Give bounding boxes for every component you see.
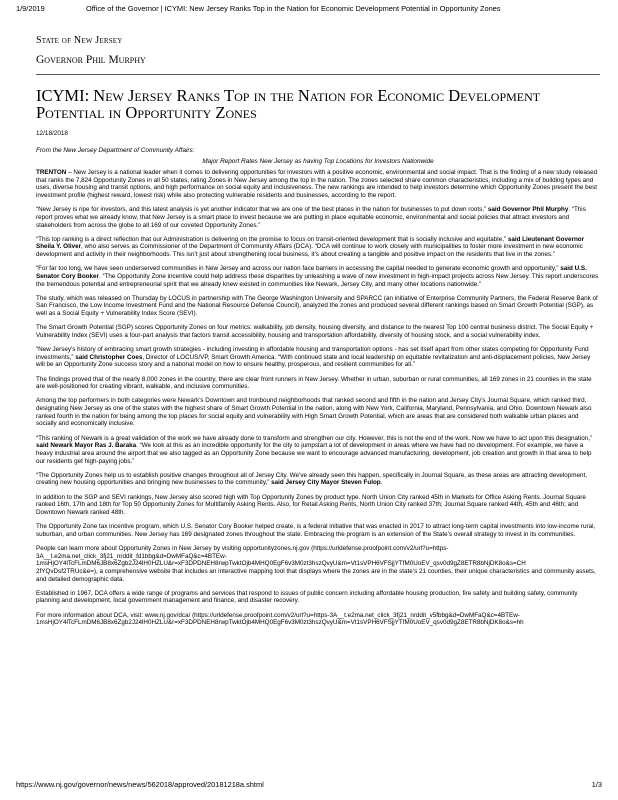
dateline: TRENTON xyxy=(36,169,67,176)
print-footer xyxy=(16,780,602,792)
link-text[interactable]: 3A__t.e2ma.net_click_3fj21_nrddit_fd1bbg&d=DwMFaQ&c=4BTEw- xyxy=(36,552,227,560)
paragraph: “For far too long, we have seen underserved communities in New Jersey and across our nation face barriers in accessing the capital needed to generate economic growth and opportunity,” said U.S. Senator Cory Booker. “The Opportunity Zone incentive could help address these disparities by unleashing a wave of new investment in high-impact projects across New Jersey. This report underscores the tremendous potential and entrepreneurial spirit that we already knew existed in communities like Newark, Jersey City, and many other locations nationwide.” xyxy=(36,265,599,288)
link-text[interactable]: People can learn more about Opportunity Zones in New Jersey by visiting opportunityzones.nj.gov (https://urldefense.proofpoint.com/v2/url?u=https- xyxy=(36,544,449,552)
site-governor-link[interactable]: Governor Phil Murphy xyxy=(36,54,146,66)
article-date: 12/18/2018 xyxy=(36,130,68,137)
article-subtitle: Major Report Rates New Jersey as having Top Locations for Investors Nationwide xyxy=(202,158,434,165)
print-date: 1/9/2019 xyxy=(16,4,45,13)
paragraph: “This top ranking is a direct reflection that our Administration is delivering on the promise to focus on transit-oriented development that is socially inclusive and equitable,” said Lieutenant Governor Sheila Y. Oliver, who also serves as Commissioner of the Department of Community Affairs (DCA). “DCA will continue to work closely with municipalities to foster more investment in new economic development and activity in their neighborhoods. This isn’t just about strengthening local business, it’s about creating a tangible and positive impact on the residents that live in the zones.” xyxy=(36,235,585,259)
header-divider xyxy=(36,74,600,75)
paragraph: In addition to the SGP and SEVI rankings, New Jersey also scored high with Top Opportunity Zones by product type. North Union City ranked 45th in Markets for Office Asking Rents. Journal Square ranked 16th, 17th and 18th for Top 50 Opportunity Zones for Multifamily Asking Rents. Also, for Retail Asking Rents, North Union City ranked 37th; Journal Square ranked 44th, 45th and 46th; and Downtown Newark ranked 48th. xyxy=(36,493,586,516)
print-header xyxy=(16,4,602,18)
paragraph: Established in 1967, DCA offers a wide range of programs and services that respond to issues of public concern including affordable housing production, fire safety and building safety, community planning and development, local government management and finance, and disaster recovery. xyxy=(36,589,578,605)
paragraph xyxy=(36,612,600,627)
paragraph: The Smart Growth Potential (SGP) scores Opportunity Zones on four metrics: walkability, job density, housing diversity, and distance to the nearest Top 100 central business district. The Social Equity + Vulnerability Index (SEVI) uses a four-part analysis that factors transit accessibility, housing and transportation affordability, diversity of housing stock, and a social vulnerability index. xyxy=(36,324,594,339)
paragraph: Among the top performers in both categories were Newark’s Downtown and Ironbound neighborhoods that ranked second and fifth in the nation and Jersey City’s Journal Square, which ranked third, designating New Jersey as one of the states with the highest share of Smart Growth Potential in the nation, along with New York, California, Maryland, Pennsylvania, and Ohio. Downtown Newark also ranked fourth in the nation for being among the top places for social equity and vulnerability with High Smart Growth Potential, which are areas that are considered both walkable urban places and socially and economically inclusive. xyxy=(36,397,592,428)
link-text[interactable]: For more information about DCA, visit: www.nj.gov/dca/ (https://urldefense.proofpoint.com/v2/url?u=https-3A__t.e2ma.net_click_3fj21_nrddit_v5fbbg&d=DwMFaQ&c=4BTEw- xyxy=(36,611,520,619)
paragraph: The findings proved that of the nearly 8,000 zones in the country, there are clear front runners in New Jersey. Whether in urban, suburban or rural communities, all 169 zones in 21 counties in the state are well-positioned for creating vibrant, walkable, and inclusive communities. xyxy=(36,375,592,391)
print-page-title: Office of the Governor | ICYMI: New Jersey Ranks Top in the Nation for Economic Development Potential in Opportunity Zones xyxy=(86,4,501,13)
paragraph: “New Jersey is ripe for investors, and this latest analysis is yet another indicator that we are one of the best places in the nation for businesses to put down roots,” said Governor Phil Murphy. “This report proves what we already know, that New Jersey is a smart place to invest because we are putting in place equitable economic, environmental and social policies that attract investors and stakeholders from across the globe to all 169 of our coveted Opportunity Zones.” xyxy=(36,206,586,229)
paragraph: “This ranking of Newark is a great validation of the work we have already done to transform and strengthen our city. However, this is not the end of the work. Now we have to act upon this designation,” said Newark Mayor Ras J. Baraka. “We look at this as an incredible opportunity for the city to jumpstart a lot of development in areas where we have had no development. For example, we have a heavy industrial area around the airport that we also tagged as an Opportunity Zone because we want to encourage advanced manufacturing, development, job creation and growth in that area to help our residents get high-paying jobs.” xyxy=(36,434,593,465)
page-content xyxy=(36,28,600,774)
article-source: From the New Jersey Department of Community Affairs: xyxy=(36,147,195,154)
link-text[interactable]: 1msHjOY4lTcFLmDM6JB8x6Zgb2J24lH0HZLU&r=xF3DPDNEH8rwpTwktOjb4MHQ0EgF6v3M0zt3hszQvyU&m=Vt1sVPH6VFSjjYTfM0UoEV_qsv0d9gZ8ETR8bNjDK8o&s=hh xyxy=(36,619,524,627)
print-url: https://www.nj.gov/governor/news/news/562018/approved/20181218a.shtml xyxy=(16,780,264,789)
paragraph: “New Jersey's history of embracing smart growth strategies - including investing in affordable housing and transportation options - has set itself apart from other states competing for Opportunity Fund investments,” said Christopher Coes, Director of LOCUS/VP, Smart Growth America. “With continued state and local leadership on equitable revitalization and anti-displacement policies, New Jersey will be an Opportunity Zone success story and a national model on how to ensure healthy, prosperous, and resilient communities for all.” xyxy=(36,346,591,369)
link-text[interactable]: 1msHjOY4lTcFLmDM6JB8x6Zgb2J24lH0HZLU&r=xF3DPDNEH8rwpTwktOjb4MHQ0EgF6v3M0zt3hszQvyU&m=Vt1sVPH6VFSjjYTfM0UoEV_qsv0d9gZ8ETR8bNjDK8o&s=CH xyxy=(36,560,526,568)
site-state-link[interactable]: State of New Jersey xyxy=(36,35,123,46)
article-title: ICYMI: New Jersey Ranks Top in the Nation for Economic Development Potential in Opportunity Zones xyxy=(36,86,541,122)
paragraph: “The Opportunity Zones help us to establish positive changes throughout all of Jersey City. We’ve already seen this happen, specifically in Journal Square, as these areas are attracting development, creating new housing opportunities and bringing new businesses to the community,” said Jersey City Mayor Steven Fulop. xyxy=(36,471,588,487)
paragraph: The study, which was released on Thursday by LOCUS in partnership with The George Washington University and SPARCC (an initiative of Enterprise Community Partners, the Federal Reserve Bank of San Francisco, the Low Income Investment Fund and the National Resource Defense Council), analyzed the zones and produced several different rankings based on Smart Growth Potential (SGP), as well as a Social Equity + Vulnerability Index Score (SEVI). xyxy=(36,294,598,318)
page-number: 1/3 xyxy=(591,780,602,789)
article-body xyxy=(36,169,600,627)
paragraph: People can learn more about Opportunity Zones in New Jersey by visiting opportunityzones.nj.gov (https://urldefense.proofpoint.com/v2/url?u=https- 3A__t.e2ma.net_click_3fj21_nrddit_fd1bbg&d=DwMFaQ&c=4BTEw- 1msHjOY4lTcFLmDM6JB8x6Zgb2J24lH0HZLU&r=xF3DPDNEH8rwpTwktOjb4MHQ0EgF6v3M0zt3hszQvyU&m=Vt1sVPH6VFSjjYTfM0UoEV_qsv0d9gZ8ETR8bNjDK8o&s=CH 2fYQvDsf2TRUc&e=), a comprehensive website that includes an interactive mapping tool that displays where the zones are in the state’s 21 counties, their unique characteristics and community assets, and detailed demographic data. xyxy=(36,545,600,584)
paragraph: TRENTON – New Jersey is a national leader when it comes to delivering opportunities for investors with a positive economic, environmental and social impact. That is the finding of a new study released that ranks the 7,824 Opportunity Zones in all 50 states, rating Zones in New Jersey among the top in the nation. The zones selected share common characteristics, including a mix of building types and uses, diverse housing and transit options, and high performance on social equity and inclusiveness. The new rankings are intended to help investors determine which Opportunity Zones present the best investment profile (highest reward, lowest risk) while also protecting vulnerable residents and businesses, according to the report. xyxy=(36,169,598,200)
paragraph: The Opportunity Zone tax incentive program, which U.S. Senator Cory Booker helped create, is a federal initiative that was enacted in 2017 to attract long-term capital investments into low-income rural, suburban, and urban communities. New Jersey has 169 designated zones throughout the state. Embracing the program is an extension of the State’s overall strategy to invest in its communities. xyxy=(36,523,596,538)
